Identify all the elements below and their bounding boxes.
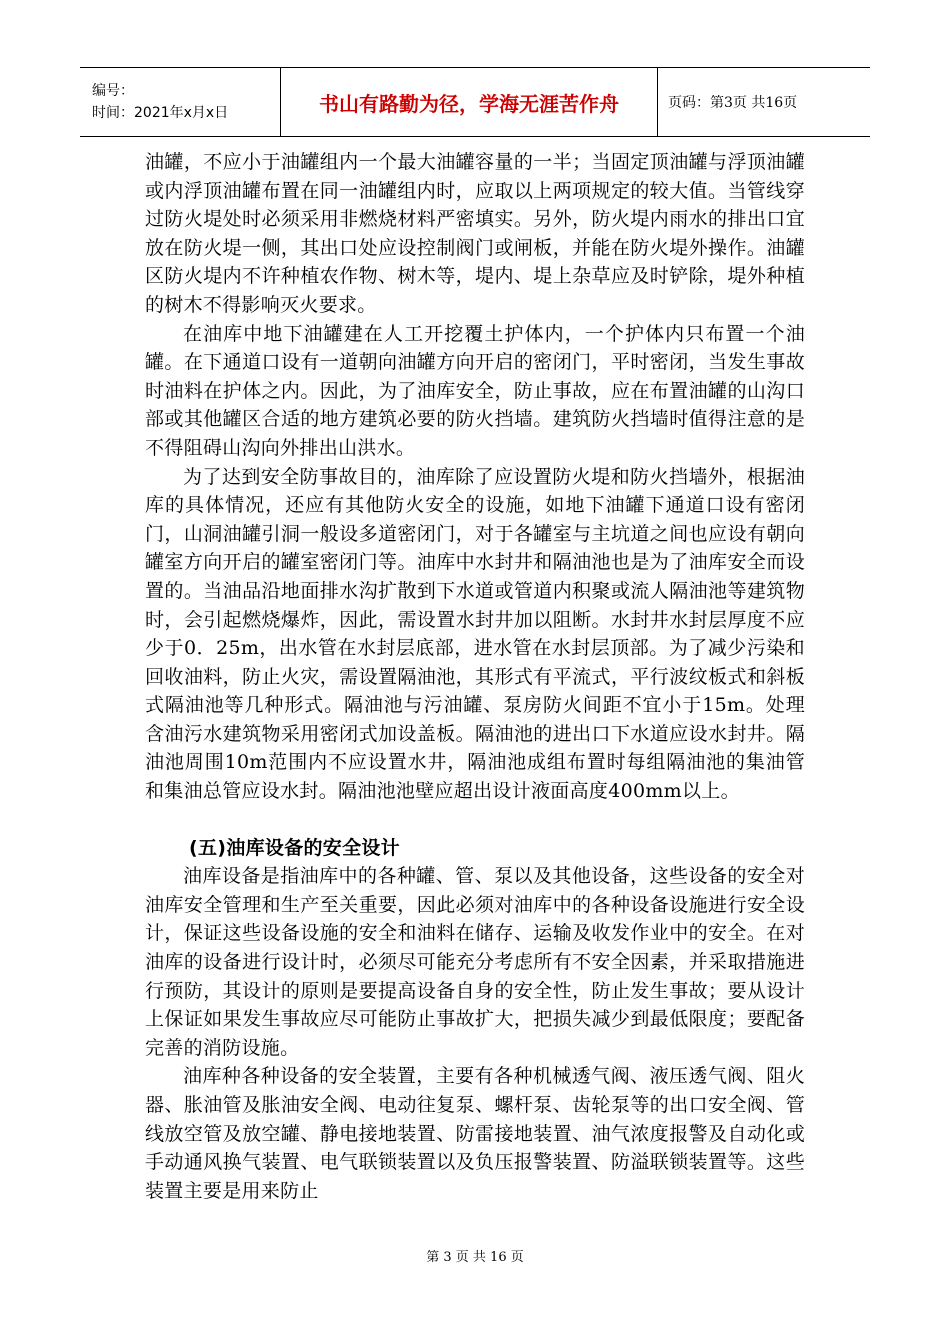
paragraph-4: 油库设备是指油库中的各种罐、管、泵以及其他设备，这些设备的安全对油库安全管理和生产至关重要，因此必须对油库中的各种设备设施进行安全设计，保证这些设备设施的安全和油料在储存、运输及收发作业中的安全。在对油库的设备进行设计时，必须尽可能充分考虑所有不安全因素，并采取措施进行预防，其设计的原则是要提高设备自身的安全性，防止发生事故；要从设计上保证如果发生事故应尽可能防止事故扩大，把损失减少到最低限度；要配备完善的消防设施。: [145, 865, 805, 1059]
header-page-info: 页码：第3页 共16页: [668, 95, 798, 111]
paragraph-2: 在油库中地下油罐建在人工开挖覆土护体内，一个护体内只布置一个油罐。在下通道口设有一道朝向油罐方向开启的密闭门，平时密闭，当发生事故时油料在护体之内。因此，为了油库安全，防止事故，应在布置油罐的山沟口部或其他罐区合适的地方建筑必要的防火挡墙。建筑防火挡墙时值得注意的是不得阻碍山沟向外排出山洪水。: [145, 322, 805, 459]
paragraph-1: 油罐，不应小于油罐组内一个最大油罐容量的一半；当固定顶油罐与浮顶油罐或内浮顶油罐布置在同一油罐组内时，应取以上两项规定的较大值。当管线穿过防火堤处时必须采用非燃烧材料严密填实。另外，防火堤内雨水的排出口宜放在防火堤一侧，其出口处应设控制阀门或闸板，并能在防火堤外操作。油罐区防火堤内不许种植农作物、树木等，堤内、堤上杂草应及时铲除，堤外种植的树木不得影响灭火要求。: [145, 151, 805, 316]
document-body: [145, 148, 805, 1205]
page-header: [80, 67, 870, 137]
number-label: 编号：: [92, 83, 134, 99]
paragraph-5: 油库种各种设备的安全装置，主要有各种机械透气阀、液压透气阀、阻火器、胀油管及胀油安全阀、电动往复泵、螺杆泵、齿轮泵等的出口安全阀、管线放空管及放空罐、静电接地装置、防雷接地装置、油气浓度报警及自动化或手动通风换气装置、电气联锁装置以及负压报警装置、防溢联锁装置等。这些装置主要是用来防止: [145, 1065, 805, 1202]
header-meta: [80, 68, 280, 136]
header-motto: 书山有路勤为径，学海无涯苦作舟: [280, 68, 658, 136]
page-footer: 第 3 页 共 16 页: [426, 1250, 524, 1265]
section-title: (五)油库设备的安全设计: [189, 836, 400, 859]
paragraph-3: 为了达到安全防事故目的，油库除了应设置防火堤和防火挡墙外，根据油库的具体情况，还应有其他防火安全的设施，如地下油罐下通道口设有密闭门，山洞油罐引洞一般设多道密闭门，对于各罐室与主坑道之间也应设有朝向罐室方向开启的罐室密闭门等。油库中水封井和隔油池也是为了油库安全而设置的。当油品沿地面排水沟扩散到下水道或管道内积聚或流人隔油池等建筑物时，会引起燃烧爆炸，因此，需设置水封井加以阻断。水封井水封层厚度不应少于0．25m，出水管在水封层底部，进水管在水封层顶部。为了减少污染和回收油料，防止火灾，需设置隔油池，其形式有平流式，平行波纹板式和斜板式隔油池等几种形式。隔油池与污油罐、泵房防火间距不宜小于15m。处理含油污水建筑物采用密闭式加设盖板。隔油池的进出口下水道应设水封井。隔油池周围10m范围内不应设置水井，隔油池成组布置时每组隔油池的集油管和集油总管应设水封。隔油池池壁应超出设计液面高度400mm以上。: [145, 465, 805, 803]
time-label: 时间：2021年x月x日: [92, 105, 229, 121]
